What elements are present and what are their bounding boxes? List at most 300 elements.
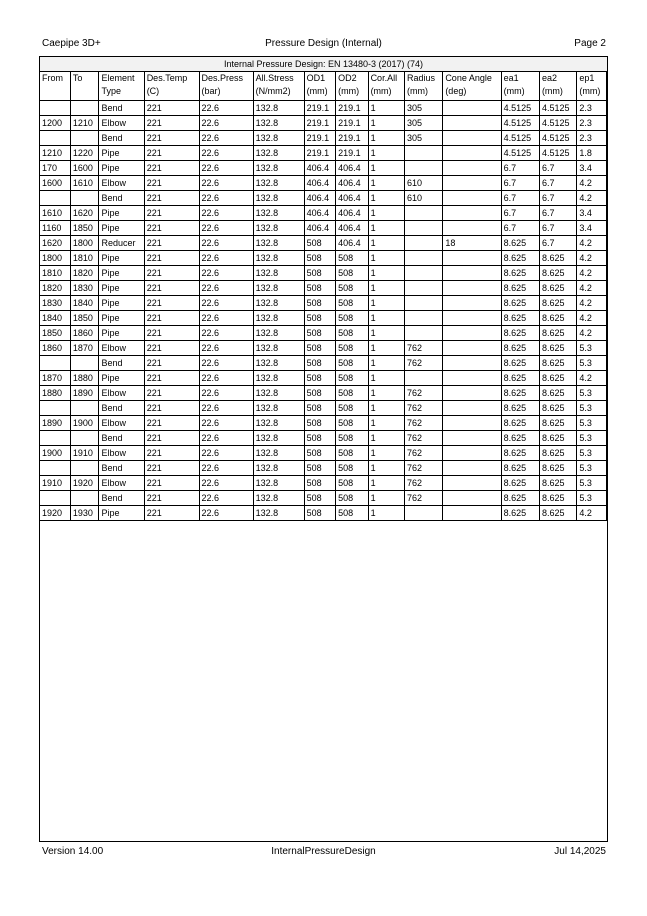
table-cell: 8.625: [501, 341, 539, 356]
table-subtitle: Internal Pressure Design: EN 13480-3 (2017) (74): [40, 57, 607, 72]
table-cell: [404, 161, 442, 176]
table-cell: 132.8: [253, 446, 304, 461]
table-cell: 8.625: [501, 266, 539, 281]
table-cell: Elbow: [99, 386, 144, 401]
table-cell: 508: [304, 446, 336, 461]
table-cell: 8.625: [539, 431, 576, 446]
table-cell: 508: [336, 311, 368, 326]
table-cell: [443, 146, 501, 161]
table-cell: 1: [368, 116, 404, 131]
table-cell: 22.6: [199, 266, 253, 281]
table-cell: 4.2: [577, 176, 607, 191]
table-cell: 221: [144, 476, 199, 491]
table-cell: 132.8: [253, 461, 304, 476]
table-cell: 22.6: [199, 311, 253, 326]
table-body: [40, 101, 607, 521]
table-cell: 508: [304, 251, 336, 266]
app-name: Caepipe 3D+: [42, 38, 101, 49]
table-cell: 1920: [40, 506, 70, 521]
table-cell: 8.625: [539, 371, 576, 386]
table-cell: 1620: [70, 206, 99, 221]
table-cell: 1850: [70, 221, 99, 236]
table-cell: 1: [368, 191, 404, 206]
table-cell: 22.6: [199, 431, 253, 446]
table-row: [40, 356, 607, 371]
table-cell: Elbow: [99, 116, 144, 131]
table-cell: 1210: [40, 146, 70, 161]
table-cell: 1880: [40, 386, 70, 401]
table-cell: 132.8: [253, 176, 304, 191]
table-cell: 132.8: [253, 416, 304, 431]
table-cell: [443, 416, 501, 431]
table-cell: 8.625: [539, 311, 576, 326]
table-cell: 406.4: [336, 221, 368, 236]
table-cell: 1840: [40, 311, 70, 326]
table-cell: [404, 371, 442, 386]
table-cell: 5.3: [577, 401, 607, 416]
table-cell: Pipe: [99, 146, 144, 161]
table-cell: 1210: [70, 116, 99, 131]
table-cell: 1: [368, 311, 404, 326]
table-cell: 2.3: [577, 101, 607, 116]
table-cell: Elbow: [99, 416, 144, 431]
table-cell: 305: [404, 101, 442, 116]
column-header-unit: (mm): [406, 86, 428, 96]
table-cell: 6.7: [539, 191, 576, 206]
table-cell: 508: [304, 386, 336, 401]
table-cell: 1: [368, 221, 404, 236]
table-cell: 762: [404, 431, 442, 446]
table-cell: 22.6: [199, 296, 253, 311]
table-cell: 5.3: [577, 476, 607, 491]
report-name: InternalPressureDesign: [271, 846, 376, 857]
table-cell: 132.8: [253, 386, 304, 401]
table-cell: 406.4: [304, 206, 336, 221]
table-cell: 219.1: [336, 116, 368, 131]
column-header: [443, 72, 501, 101]
table-cell: 762: [404, 386, 442, 401]
table-cell: 1600: [40, 176, 70, 191]
table-cell: 22.6: [199, 356, 253, 371]
table-cell: 221: [144, 491, 199, 506]
table-cell: 508: [304, 476, 336, 491]
table-cell: [404, 311, 442, 326]
table-cell: 4.2: [577, 326, 607, 341]
table-cell: 8.625: [539, 251, 576, 266]
table-cell: Bend: [99, 101, 144, 116]
table-cell: 132.8: [253, 161, 304, 176]
table-cell: 22.6: [199, 176, 253, 191]
table-cell: 221: [144, 296, 199, 311]
table-cell: 22.6: [199, 191, 253, 206]
table-cell: 221: [144, 446, 199, 461]
table-cell: 508: [304, 266, 336, 281]
column-header-name: All.Stress: [255, 73, 294, 83]
table-cell: 8.625: [501, 281, 539, 296]
table-cell: [404, 221, 442, 236]
table-cell: Reducer: [99, 236, 144, 251]
table-cell: 132.8: [253, 116, 304, 131]
column-header-unit: (mm): [541, 86, 563, 96]
table-cell: 8.625: [539, 401, 576, 416]
page-title: Pressure Design (Internal): [265, 38, 382, 49]
table-cell: Bend: [99, 356, 144, 371]
table-cell: [443, 311, 501, 326]
table-cell: 219.1: [336, 101, 368, 116]
table-cell: 221: [144, 371, 199, 386]
table-cell: 508: [304, 461, 336, 476]
table-cell: 22.6: [199, 131, 253, 146]
column-header: [304, 72, 336, 101]
column-header-unit: (mm): [338, 86, 360, 96]
table-row: [40, 161, 607, 176]
column-header-unit: (C): [146, 86, 160, 96]
table-cell: 4.2: [577, 281, 607, 296]
column-header-unit: (mm): [370, 86, 392, 96]
table-cell: 508: [304, 311, 336, 326]
column-header-name: ea1: [503, 73, 519, 83]
table-cell: [443, 206, 501, 221]
table-cell: 219.1: [304, 101, 336, 116]
table-cell: 132.8: [253, 266, 304, 281]
table-cell: 1: [368, 386, 404, 401]
table-cell: 1890: [70, 386, 99, 401]
table-cell: [443, 356, 501, 371]
table-cell: 305: [404, 131, 442, 146]
table-cell: 1610: [40, 206, 70, 221]
table-cell: 5.3: [577, 431, 607, 446]
table-cell: 8.625: [539, 386, 576, 401]
table-cell: [443, 281, 501, 296]
table-cell: [404, 296, 442, 311]
table-cell: 4.2: [577, 371, 607, 386]
table-cell: 4.2: [577, 296, 607, 311]
table-cell: [443, 491, 501, 506]
table-cell: 22.6: [199, 161, 253, 176]
table-cell: 1820: [40, 281, 70, 296]
table-cell: 6.7: [501, 221, 539, 236]
table-cell: 8.625: [539, 281, 576, 296]
table-cell: 22.6: [199, 281, 253, 296]
table-row: [40, 131, 607, 146]
table-cell: [70, 491, 99, 506]
table-cell: 406.4: [304, 161, 336, 176]
table-cell: 132.8: [253, 146, 304, 161]
column-header-name: OD1: [306, 73, 326, 83]
table-cell: Bend: [99, 431, 144, 446]
table-cell: 22.6: [199, 371, 253, 386]
table-cell: 1220: [70, 146, 99, 161]
table-cell: 132.8: [253, 491, 304, 506]
table-cell: [443, 161, 501, 176]
table-cell: 762: [404, 461, 442, 476]
table-cell: 221: [144, 101, 199, 116]
table-cell: 406.4: [304, 191, 336, 206]
table-cell: [40, 191, 70, 206]
table-cell: 221: [144, 281, 199, 296]
table-cell: 762: [404, 416, 442, 431]
report-date: Jul 14,2025: [554, 846, 606, 857]
column-header-name: OD2: [338, 73, 357, 83]
table-cell: 6.7: [501, 161, 539, 176]
table-cell: 1: [368, 146, 404, 161]
table-row: [40, 431, 607, 446]
table-cell: 4.2: [577, 506, 607, 521]
table-cell: [443, 101, 501, 116]
table-cell: 1: [368, 491, 404, 506]
table-cell: 4.2: [577, 266, 607, 281]
table-cell: 1: [368, 356, 404, 371]
table-cell: 132.8: [253, 101, 304, 116]
table-cell: 6.7: [539, 161, 576, 176]
column-header: [70, 72, 99, 101]
version-label: Version 14.00: [42, 846, 104, 857]
table-cell: 221: [144, 221, 199, 236]
table-cell: 132.8: [253, 506, 304, 521]
table-cell: 1: [368, 371, 404, 386]
table-header-row: [40, 72, 607, 101]
table-cell: 8.625: [539, 491, 576, 506]
table-cell: Elbow: [99, 446, 144, 461]
table-cell: 22.6: [199, 446, 253, 461]
table-cell: 5.3: [577, 461, 607, 476]
table-cell: 1870: [70, 341, 99, 356]
table-cell: Elbow: [99, 476, 144, 491]
table-cell: 508: [304, 401, 336, 416]
table-cell: 3.4: [577, 161, 607, 176]
table-cell: 8.625: [501, 326, 539, 341]
table-cell: 1200: [40, 116, 70, 131]
table-cell: [443, 191, 501, 206]
table-cell: 22.6: [199, 116, 253, 131]
table-cell: 5.3: [577, 446, 607, 461]
table-cell: 762: [404, 476, 442, 491]
table-cell: 406.4: [336, 236, 368, 251]
table-cell: 508: [336, 341, 368, 356]
table-cell: 8.625: [539, 266, 576, 281]
table-cell: 1: [368, 431, 404, 446]
table-cell: 22.6: [199, 146, 253, 161]
column-header-unit: (N/mm2): [255, 86, 291, 96]
table-cell: [70, 356, 99, 371]
table-cell: Pipe: [99, 311, 144, 326]
table-cell: 4.2: [577, 191, 607, 206]
table-cell: 508: [304, 491, 336, 506]
table-cell: [443, 221, 501, 236]
column-header-name: Des.Press: [201, 73, 244, 83]
table-cell: 508: [336, 431, 368, 446]
table-cell: [443, 251, 501, 266]
table-cell: 6.7: [539, 221, 576, 236]
table-cell: 6.7: [539, 236, 576, 251]
table-cell: 219.1: [304, 116, 336, 131]
table-cell: 1: [368, 401, 404, 416]
table-cell: 221: [144, 116, 199, 131]
table-cell: 4.2: [577, 311, 607, 326]
table-cell: [404, 146, 442, 161]
table-cell: 8.625: [539, 416, 576, 431]
table-cell: [443, 296, 501, 311]
table-cell: 508: [336, 266, 368, 281]
table-cell: 8.625: [501, 506, 539, 521]
table-cell: 508: [336, 326, 368, 341]
table-cell: 221: [144, 266, 199, 281]
table-cell: 1600: [70, 161, 99, 176]
table-cell: Pipe: [99, 266, 144, 281]
table-cell: 132.8: [253, 191, 304, 206]
table-cell: 8.625: [539, 476, 576, 491]
table-cell: 221: [144, 311, 199, 326]
table-cell: 762: [404, 446, 442, 461]
table-cell: 1: [368, 131, 404, 146]
table-cell: 508: [304, 236, 336, 251]
table-cell: 508: [304, 416, 336, 431]
table-cell: 8.625: [501, 416, 539, 431]
table-cell: 221: [144, 176, 199, 191]
table-cell: 5.3: [577, 416, 607, 431]
column-header: [336, 72, 368, 101]
column-header: [368, 72, 404, 101]
table-cell: [443, 176, 501, 191]
page-number: Page 2: [574, 38, 606, 49]
table-cell: 1: [368, 341, 404, 356]
table-cell: 22.6: [199, 221, 253, 236]
column-header: [40, 72, 70, 101]
table-cell: 5.3: [577, 386, 607, 401]
table-cell: 508: [304, 431, 336, 446]
table-row: [40, 476, 607, 491]
table-cell: [40, 461, 70, 476]
table-cell: 1830: [40, 296, 70, 311]
table-cell: [443, 371, 501, 386]
table-cell: 4.5125: [501, 101, 539, 116]
table-cell: 6.7: [501, 206, 539, 221]
table-cell: 1890: [40, 416, 70, 431]
table-cell: 132.8: [253, 251, 304, 266]
table-cell: 1: [368, 296, 404, 311]
table-cell: [443, 506, 501, 521]
table-cell: 8.625: [539, 461, 576, 476]
table-cell: 1800: [70, 236, 99, 251]
column-header: [199, 72, 253, 101]
table-cell: 221: [144, 326, 199, 341]
table-cell: [443, 116, 501, 131]
table-row: [40, 206, 607, 221]
table-cell: 22.6: [199, 401, 253, 416]
table-cell: 22.6: [199, 341, 253, 356]
table-cell: 1850: [40, 326, 70, 341]
table-cell: 1860: [40, 341, 70, 356]
table-cell: 8.625: [501, 371, 539, 386]
table-cell: [40, 401, 70, 416]
table-cell: 132.8: [253, 311, 304, 326]
report-frame: [39, 56, 608, 842]
table-cell: 1620: [40, 236, 70, 251]
table-cell: 508: [336, 476, 368, 491]
table-cell: Bend: [99, 461, 144, 476]
column-header-unit: (bar): [201, 86, 221, 96]
table-cell: Elbow: [99, 176, 144, 191]
table-cell: 22.6: [199, 326, 253, 341]
table-cell: 221: [144, 506, 199, 521]
table-cell: Bend: [99, 491, 144, 506]
table-cell: 1850: [70, 311, 99, 326]
table-cell: 508: [336, 251, 368, 266]
table-cell: 219.1: [304, 146, 336, 161]
table-cell: 4.5125: [501, 116, 539, 131]
table-cell: Pipe: [99, 326, 144, 341]
table-cell: 1: [368, 446, 404, 461]
table-cell: 132.8: [253, 431, 304, 446]
table-row: [40, 401, 607, 416]
table-cell: 4.2: [577, 251, 607, 266]
table-row: [40, 116, 607, 131]
table-cell: 1910: [40, 476, 70, 491]
table-cell: [40, 101, 70, 116]
table-row: [40, 311, 607, 326]
table-cell: 508: [336, 506, 368, 521]
column-header-unit: (mm): [503, 86, 525, 96]
table-cell: 1900: [70, 416, 99, 431]
table-cell: 2.3: [577, 116, 607, 131]
table-cell: 508: [336, 461, 368, 476]
table-cell: [443, 326, 501, 341]
table-cell: [70, 131, 99, 146]
table-row: [40, 416, 607, 431]
table-cell: 132.8: [253, 296, 304, 311]
table-cell: 1: [368, 251, 404, 266]
table-cell: 8.625: [539, 506, 576, 521]
table-cell: 508: [304, 356, 336, 371]
table-cell: 406.4: [304, 221, 336, 236]
table-cell: 508: [336, 371, 368, 386]
table-cell: 1: [368, 266, 404, 281]
table-cell: [404, 266, 442, 281]
table-cell: 219.1: [304, 131, 336, 146]
table-cell: 406.4: [336, 176, 368, 191]
table-cell: 762: [404, 401, 442, 416]
table-cell: Pipe: [99, 506, 144, 521]
table-cell: 8.625: [501, 446, 539, 461]
table-cell: [443, 266, 501, 281]
table-cell: 1800: [40, 251, 70, 266]
table-row: [40, 371, 607, 386]
table-cell: 508: [304, 281, 336, 296]
table-cell: 22.6: [199, 476, 253, 491]
table-cell: 508: [336, 296, 368, 311]
table-cell: Bend: [99, 401, 144, 416]
table-cell: 4.5125: [539, 116, 576, 131]
table-cell: 1: [368, 236, 404, 251]
table-cell: 508: [336, 491, 368, 506]
table-cell: 221: [144, 146, 199, 161]
column-header-unit: (mm): [306, 86, 328, 96]
table-cell: 5.3: [577, 341, 607, 356]
table-cell: 4.5125: [539, 101, 576, 116]
table-cell: 6.7: [539, 206, 576, 221]
table-cell: [40, 356, 70, 371]
table-cell: 22.6: [199, 386, 253, 401]
column-header-name: Des.Temp: [146, 73, 188, 83]
table-cell: 1820: [70, 266, 99, 281]
table-cell: Bend: [99, 131, 144, 146]
table-row: [40, 296, 607, 311]
column-header: [144, 72, 199, 101]
table-cell: 8.625: [501, 476, 539, 491]
table-row: [40, 506, 607, 521]
table-cell: [443, 446, 501, 461]
table-row: [40, 281, 607, 296]
